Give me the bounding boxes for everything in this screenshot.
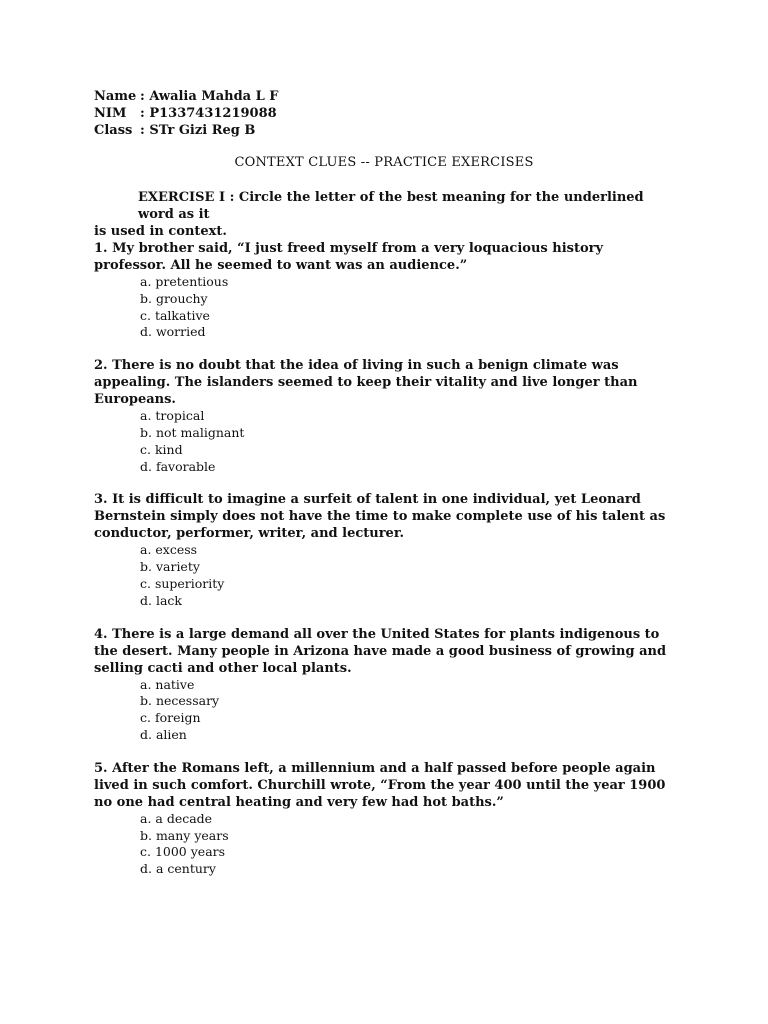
answer-option[interactable]: c. talkative: [140, 307, 210, 323]
student-info: [94, 88, 279, 139]
question-1: [94, 240, 674, 341]
nim-label: NIM: [94, 106, 127, 121]
question-5: [94, 760, 674, 878]
nim-row: [94, 105, 279, 122]
name-label: Name: [94, 89, 137, 104]
answer-option[interactable]: d. lack: [140, 592, 182, 608]
answer-option[interactable]: b. variety: [140, 559, 200, 575]
answer-option[interactable]: b. not malignant: [140, 424, 245, 440]
question-list: [94, 240, 674, 894]
answer-option[interactable]: b. many years: [140, 827, 229, 843]
document-title: CONTEXT CLUES -- PRACTICE EXERCISES: [234, 155, 534, 170]
question-4: [94, 626, 674, 744]
answer-option[interactable]: a. pretentious: [140, 274, 229, 289]
answer-option[interactable]: c. kind: [140, 441, 183, 457]
answer-option[interactable]: c. superiority: [140, 575, 225, 591]
answer-option[interactable]: b. necessary: [140, 693, 220, 709]
class-label: Class: [94, 123, 133, 138]
question-text: 2. There is no doubt that the idea of living in such a benign climate was appealing. The islanders seemed to keep their vitality and live longer than Europeans.: [94, 358, 638, 408]
question-3: [94, 491, 674, 609]
exercise-instruction: [94, 189, 674, 240]
question-text: 1. My brother said, “I just freed myself from a very loquacious history professor. All he seemed to want was an audience.”: [94, 241, 604, 273]
answer-option[interactable]: d. a century: [140, 861, 216, 877]
answer-option[interactable]: c. 1000 years: [140, 844, 226, 860]
answer-option[interactable]: d. worried: [140, 324, 206, 340]
name-row: [94, 88, 279, 105]
class-row: [94, 122, 279, 139]
answer-option[interactable]: c. foreign: [140, 710, 201, 726]
answer-option[interactable]: a. excess: [140, 542, 198, 558]
nim-value: : P1337431219088: [140, 106, 277, 121]
answer-option[interactable]: a. a decade: [140, 810, 213, 826]
question-text: 4. There is a large demand all over the United States for plants indigenous to the desert. Many people in Arizona have made a good business of growing and selling cacti and other local plants.: [94, 626, 667, 676]
answer-option[interactable]: a. tropical: [140, 408, 205, 424]
answer-option[interactable]: a. native: [140, 676, 195, 692]
name-value: : Awalia Mahda L F: [140, 89, 279, 104]
answer-option[interactable]: d. favorable: [140, 458, 216, 474]
class-value: : STr Gizi Reg B: [140, 123, 256, 138]
question-2: [94, 357, 674, 475]
exercise-heading-continued: is used in context.: [94, 224, 227, 239]
question-text: 5. After the Romans left, a millennium and a half passed before people again lived in such comfort. Churchill wrote, “From the year 400 until the year 1900 no one had central heating and very few had hot baths.”: [94, 760, 666, 810]
answer-option[interactable]: d. alien: [140, 726, 187, 742]
question-text: 3. It is difficult to imagine a surfeit of talent in one individual, yet Leonard Bernstein simply does not have the time to make complete use of his talent as conductor, performer, writer, and lecturer.: [94, 492, 666, 542]
answer-option[interactable]: b. grouchy: [140, 290, 208, 306]
exercise-heading: EXERCISE I : Circle the letter of the best meaning for the underlined word as it: [138, 190, 644, 222]
